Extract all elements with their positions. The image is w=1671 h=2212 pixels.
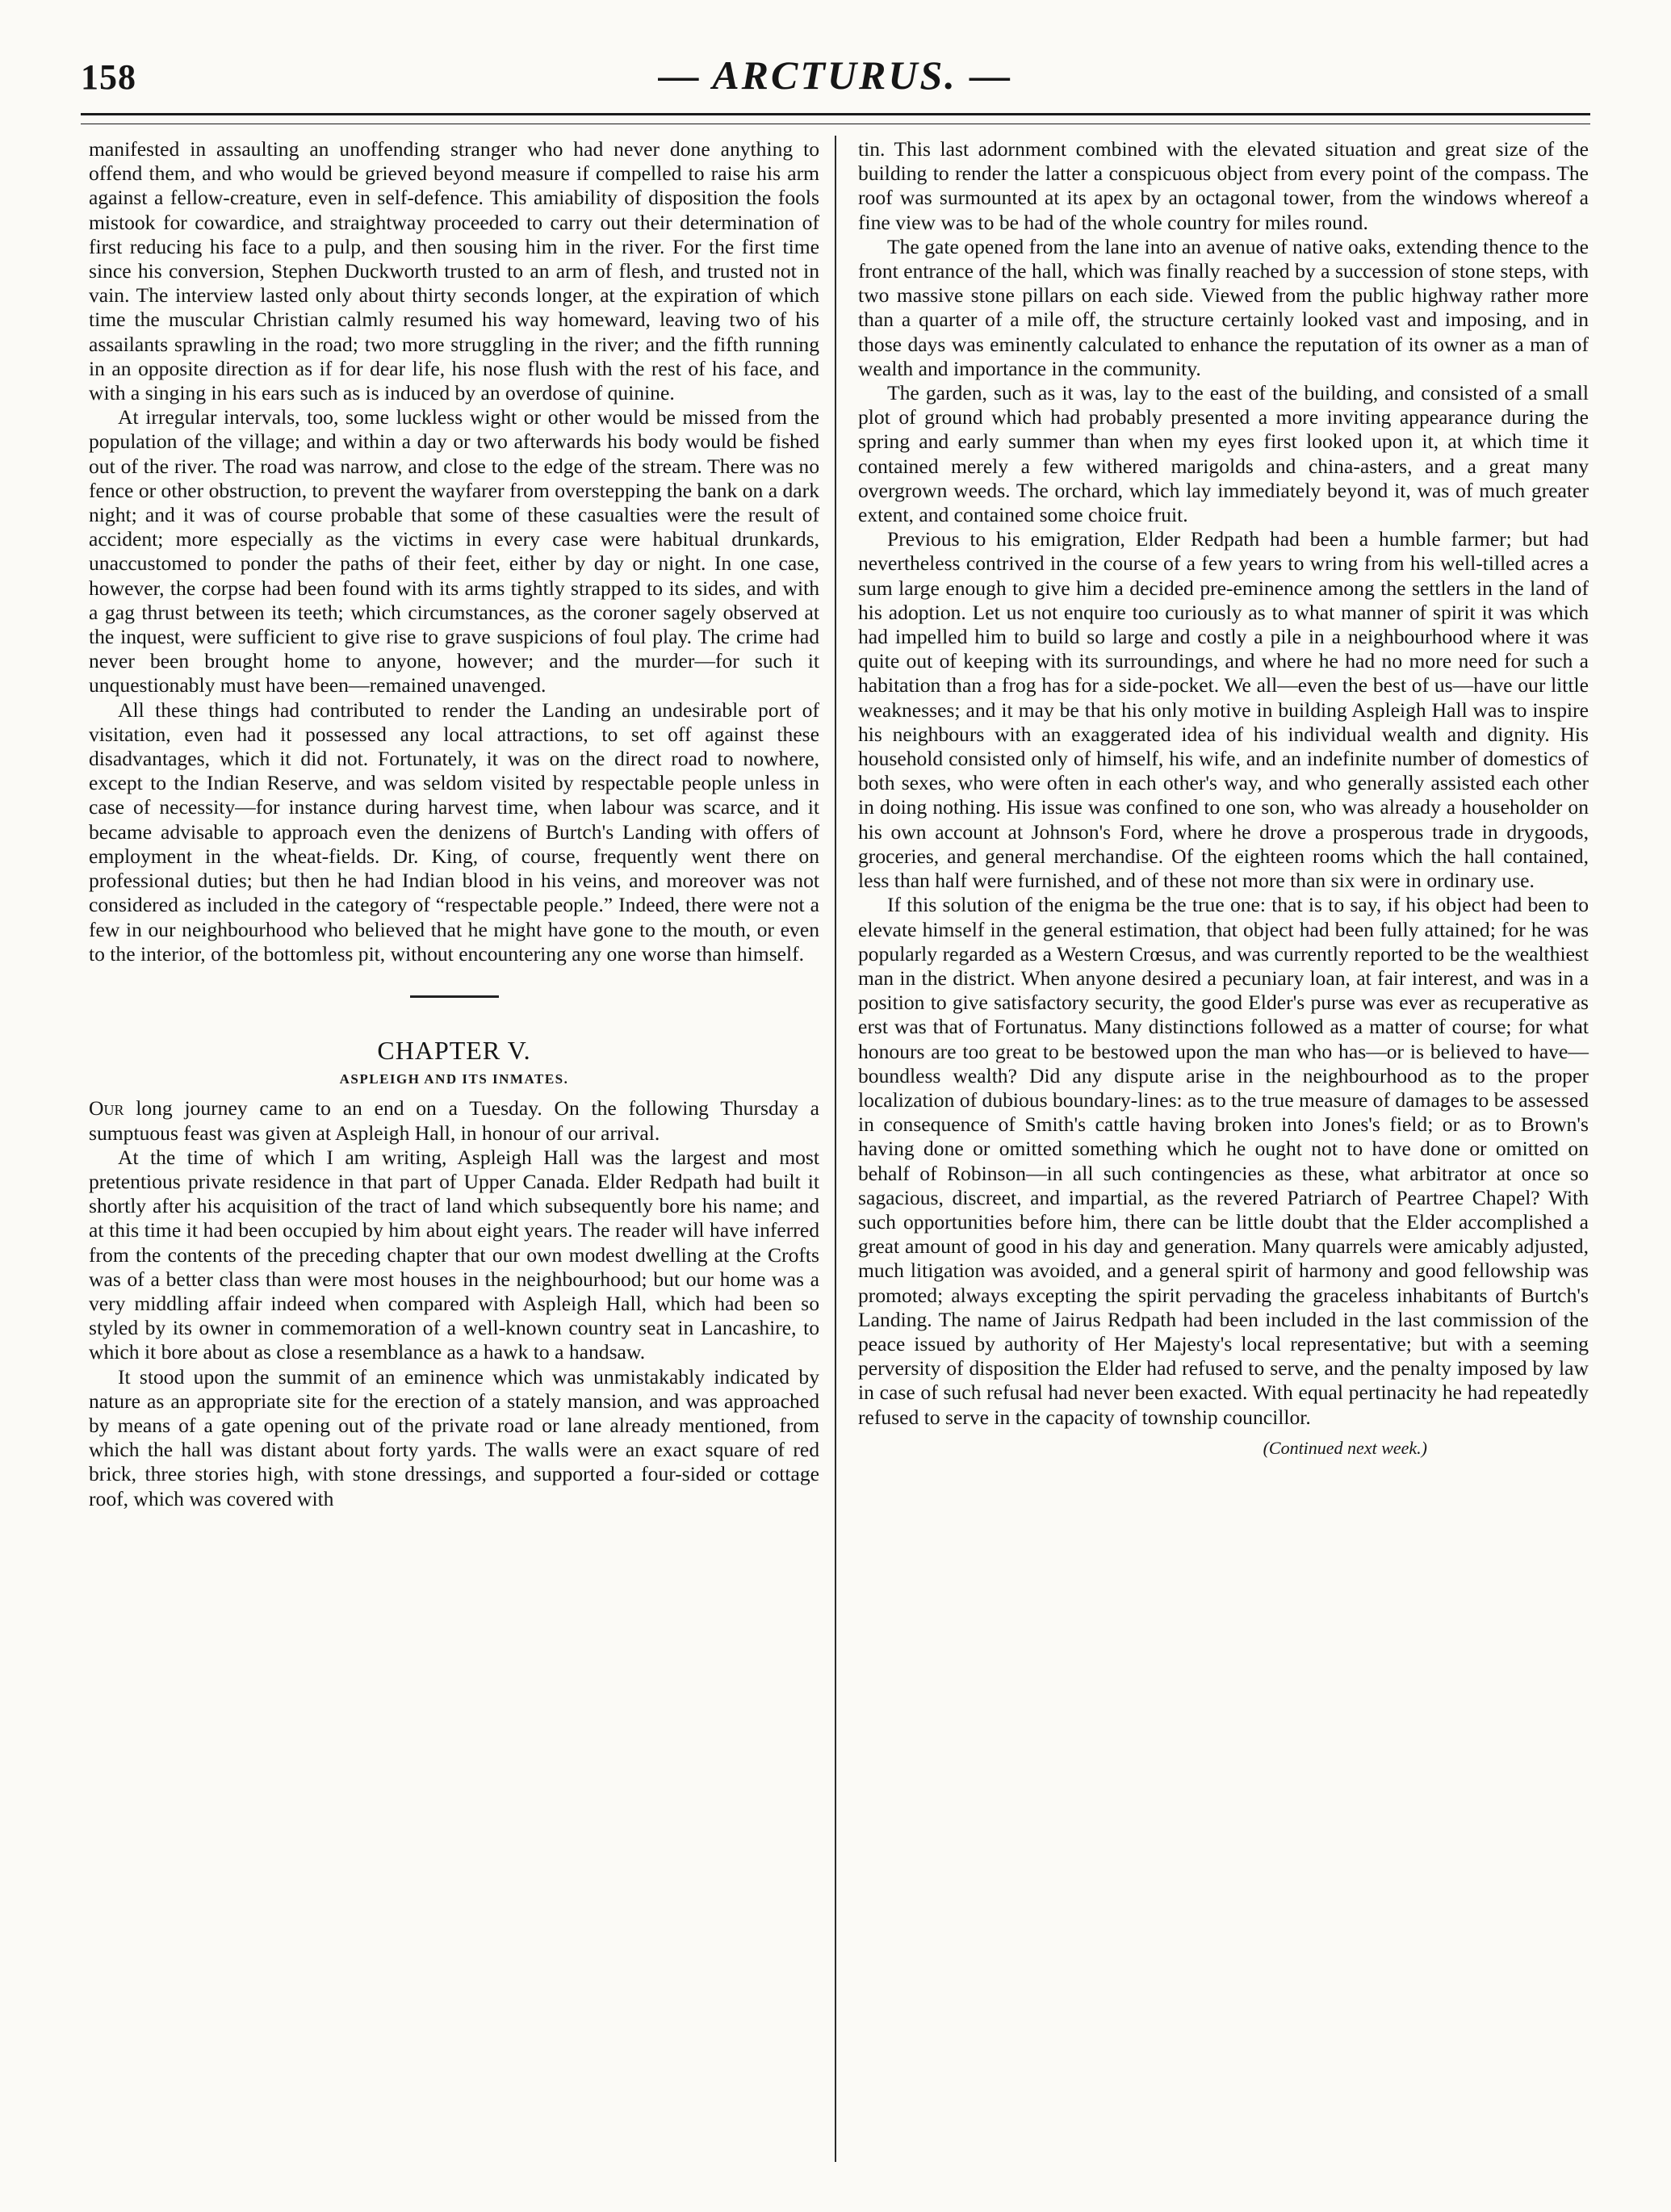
paragraph: manifested in assaulting an unoffending stranger who had never done anything to offend them, and who would be grieved beyond measure if compelled to raise his arm against a fellow-creature, even in self-defence. This amiability of disposition the fools mistook for cowardice, and straightway proceeded to carry out their determination of first reducing his face to a pulp, and then sousing him in the river. For the first time since his conversion, Stephen Duckworth trusted to an arm of flesh, and trusted not in vain. The interview lasted only about thirty seconds longer, at the expiration of which time the muscular Christian calmly resumed his way homeward, leaving two of his assailants sprawling in the road; two more struggling in the river; and the fifth running in an opposite direction as if for dear life, his nose flush with the rest of his face, and with a singing in his ears such as is induced by an overdose of quinine.: [89, 137, 819, 405]
paragraph: It stood upon the summit of an eminence which was unmistakably indicated by nature as an appropriate site for the erection of a stately mansion, and was approached by means of a gate opening out of the private road or lane already mentioned, from which the hall was distant about forty yards. The walls were an exact square of red brick, three stories high, with stone dressings, and supported a four-sided or cottage roof, which was covered with: [89, 1364, 819, 1510]
opening-paragraph-text: long journey came to an end on a Tuesday. On the following Thursday a sumptuous feast was given at Aspleigh Hall, in honour of our arrival.: [89, 1096, 819, 1145]
paragraph: Previous to his emigration, Elder Redpath had been a humble farmer; but had nevertheless contrived in the course of a few years to wring from his well-tilled acres a sum large enough to give him a decided pre-eminence among the settlers in the land of his adoption. Let us not enquire too curiously as to what manner of spirit it was which had impelled him to build so large and costly a pile in a neighbourhood where it was quite out of keeping with its surroundings, and where he had no more need for such a habitation than a frog has for a side-pocket. We all—even the best of us—have our little weaknesses; and it may be that his only motive in building Aspleigh Hall was to inspire his neighbours with an exaggerated idea of his individual wealth and dignity. His household consisted only of himself, his wife, and an indefinite number of domestics of both sexes, who were often in each other's way, and who generally assisted each other in doing nothing. His issue was confined to one son, who was already a householder on his own account at Johnson's Ford, where he drove a prosperous trade in drygoods, groceries, and general merchandise. Of the eighteen rooms which the hall contained, less than half were furnished, and of these not more than six were in ordinary use.: [858, 527, 1589, 893]
page-header: [81, 50, 1590, 115]
left-column: [89, 137, 819, 1511]
paragraph: At irregular intervals, too, some luckless wight or other would be missed from the population of the village; and within a day or two afterwards his body would be fished out of the river. The road was narrow, and close to the edge of the stream. There was no fence or other obstruction, to prevent the wayfarer from overstepping the bank on a dark night; and it was of course probable that some of these casualties were the result of accident; more especially as the victims in every case were habitual drunkards, unaccustomed to ponder the paths of their feet, either by day or night. In one case, however, the corpse had been found with its arms tightly strapped to its sides, and with a gag thrust between its teeth; which circumstances, as the coroner sagely observed at the inquest, were sufficient to give rise to grave suspicions of foul play. The crime had never been brought home to anyone, however; and the murder—for such it unquestionably must have been—remained unavenged.: [89, 405, 819, 698]
header-rule: [81, 113, 1590, 124]
chapter-subtitle: ASPLEIGH AND ITS INMATES.: [339, 1071, 569, 1087]
page-number: 158: [81, 57, 136, 97]
section-divider: [410, 995, 499, 998]
chapter-heading: CHAPTER V.: [377, 1035, 531, 1065]
opening-word: Our: [89, 1096, 124, 1121]
paragraph: The gate opened from the lane into an avenue of native oaks, extending thence to the front entrance of the hall, which was finally reached by a succession of stone steps, with two massive stone pillars on each side. Viewed from the public highway rather more than a quarter of a mile off, the structure certainly looked vast and imposing, and in those days was eminently calculated to enhance the reputation of its owner as a man of wealth and importance in the community.: [858, 234, 1589, 380]
paragraph: If this solution of the enigma be the true one: that is to say, if his object had been to elevate himself in the general estimation, that object had been fully attained; for he was popularly regarded as a Western Crœsus, and was currently reported to be the wealthiest man in the district. When anyone desired a pecuniary loan, at fair interest, and was in a position to give satisfactory security, the good Elder's purse was ever as recuperative as erst was that of Fortunatus. Many distinctions followed as a matter of course; for what honours are too great to be bestowed upon the man who has—or is believed to have—boundless wealth? Did any dispute arise in the neighbourhood as to the proper localization of dubious boundary-lines: as to the true measure of damages to be assessed in consequence of Smith's cattle having broken into Jones's field; or as to Brown's having done or omitted something which he ought not to have done or omitted on behalf of Robinson—in all such contingencies as these, what arbitrator at once so sagacious, discreet, and impartial, as the revered Patriarch of Peartree Chapel? With such opportunities before him, there can be little doubt that the Elder accomplished a great amount of good in his day and generation. Many quarrels were amicably adjusted, much litigation was avoided, and a general spirit of harmony and good fellowship was promoted; always excepting the spirit pervading the graceless inhabitants of Burtch's Landing. The name of Jairus Redpath had been included in the last commission of the peace issued by authority of Her Majesty's local representative; but with a seeming perversity of disposition the Elder had refused to serve, and the penalty imposed by law in case of such refusal had never been exacted. With equal pertinacity he had repeatedly refused to serve in the capacity of township councillor.: [858, 893, 1589, 1429]
chapter-opening-paragraph: [89, 1096, 819, 1145]
column-divider: [835, 136, 836, 2162]
paragraph: All these things had contributed to render the Landing an undesirable port of visitation, even had it possessed any local attractions, to set off against these disadvantages, which it did not. Fortunately, it was on the direct road to nowhere, except to the Indian Reserve, and was seldom visited by respectable people unless in case of necessity—for instance during harvest time, when labour was scarce, and it became advisable to approach even the denizens of Burtch's Landing with offers of employment in the wheat-fields. Dr. King, of course, frequently went there on professional duties; but then he had Indian blood in his veins, and moreover was not considered as included in the category of “respectable people.” Indeed, there were not a few in our neighbourhood who believed that he might have gone to the mouth, or even to the interior, of the bottomless pit, without encountering any one worse than himself.: [89, 698, 819, 966]
continued-note: (Continued next week.): [1263, 1437, 1427, 1458]
running-title: — ARCTURUS. —: [658, 52, 1013, 98]
paragraph: At the time of which I am writing, Aspleigh Hall was the largest and most pretentious private residence in that part of Upper Canada. Elder Redpath had built it shortly after his acquisition of the tract of land which subsequently bore his name; and at this time it had been occupied by him about eight years. The reader will have inferred from the contents of the preceding chapter that our own modest dwelling at the Crofts was of a better class than were most houses in the neighbourhood; but our home was a very middling affair indeed when compared with Aspleigh Hall, which had been so styled by its owner in commemoration of a well-known country seat in Lancashire, to which it bore about as close a resemblance as a hawk to a handsaw.: [89, 1145, 819, 1364]
paragraph: The garden, such as it was, lay to the east of the building, and consisted of a small plot of ground which had probably presented a more inviting appearance during the spring and early summer than when my eyes first looked upon it, at which time it contained merely a few withered marigolds and china-asters, and a great many overgrown weeds. The orchard, which lay immediately beyond it, was of much greater extent, and contained some choice fruit.: [858, 381, 1589, 527]
paragraph: tin. This last adornment combined with the elevated situation and great size of the building to render the latter a conspicuous object from every point of the compass. The roof was surmounted at its apex by an octagonal tower, from the windows whereof a fine view was to be had of the whole country for miles round.: [858, 137, 1589, 234]
right-column: [858, 137, 1589, 1460]
